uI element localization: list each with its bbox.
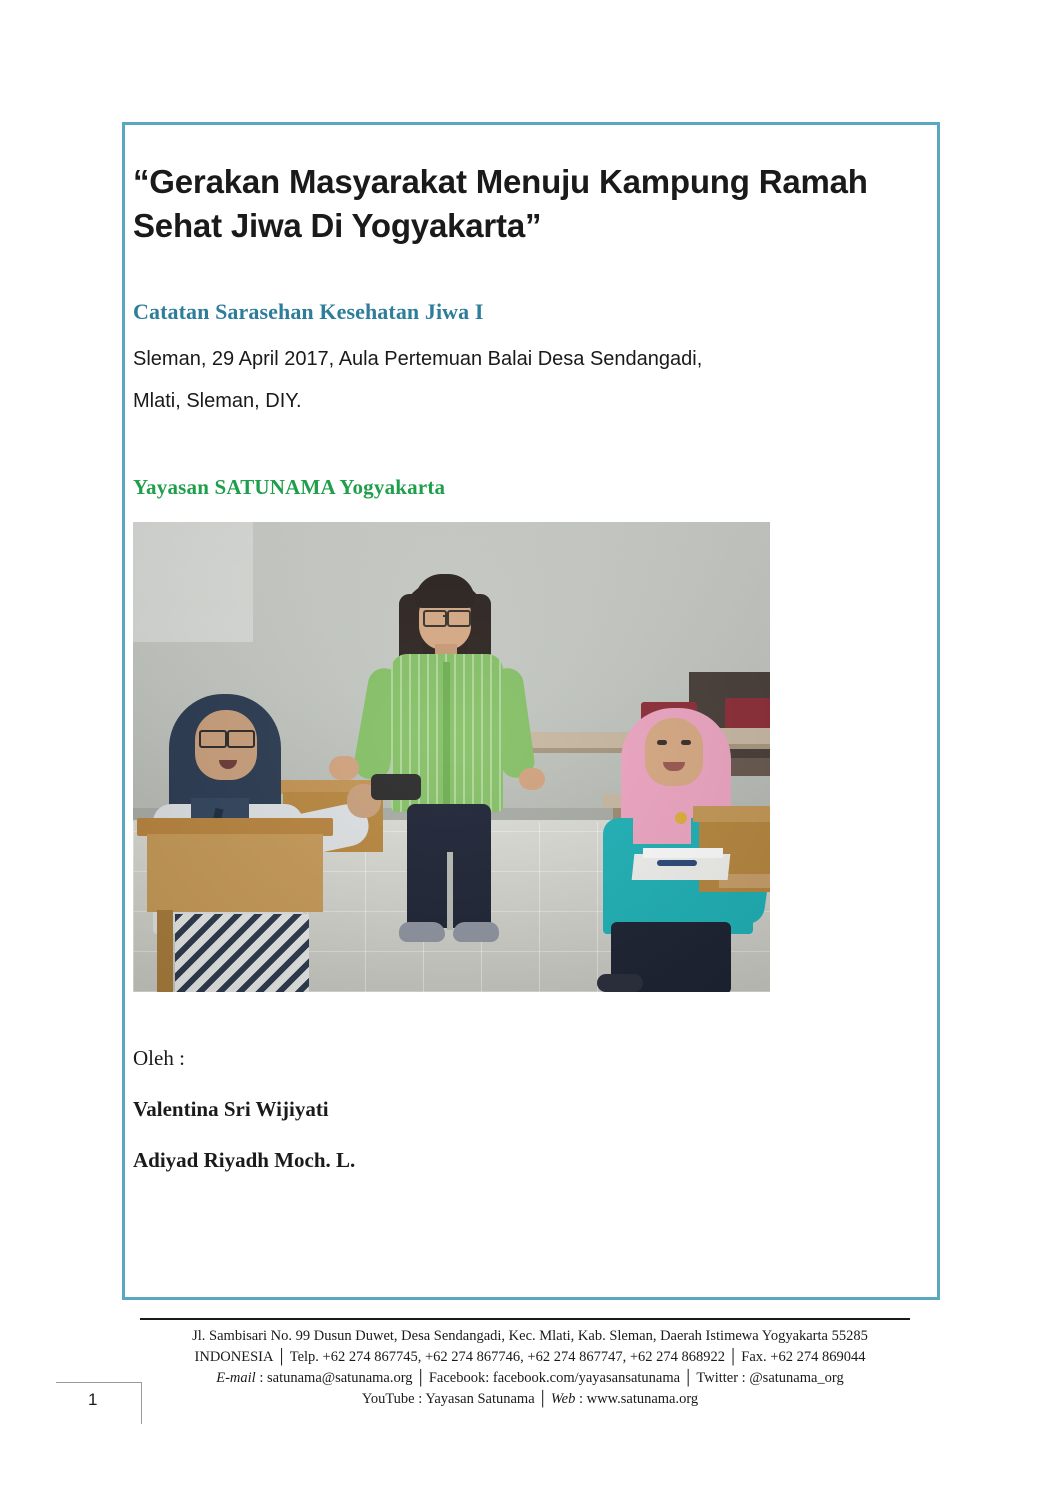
footer-separator-3: │ (415, 1370, 426, 1387)
footer-youtube: YouTube : Yayasan Satunama (361, 1391, 535, 1408)
footer-media-row (100, 1389, 960, 1410)
footer-country: INDONESIA (194, 1349, 274, 1366)
footer-separator-4: │ (683, 1370, 694, 1387)
author-label: Oleh : (133, 1046, 185, 1071)
footer-email-label: E-mail (216, 1370, 256, 1387)
footer-address: Jl. Sambisari No. 99 Dusun Duwet, Desa Sendangadi, Kec. Mlati, Kab. Sleman, Daerah Istimewa Yogyakarta 55285 (192, 1328, 868, 1344)
footer-twitter: Twitter : @satunama_org (696, 1370, 844, 1387)
author-name-1: Valentina Sri Wijiyati (133, 1097, 329, 1122)
footer-separator-1: │ (276, 1349, 287, 1366)
page-number-box (56, 1382, 142, 1424)
document-content (133, 160, 923, 1173)
footer-separator-2: │ (728, 1349, 739, 1366)
footer-facebook: Facebook: facebook.com/yayasansatunama (428, 1370, 681, 1387)
organization-name: Yayasan SATUNAMA Yogyakarta (133, 475, 446, 500)
footer-web: : www.satunama.org (578, 1391, 699, 1408)
page-footer (100, 1326, 960, 1410)
photo-vignette (133, 522, 770, 992)
footer-separator-5: │ (537, 1391, 548, 1408)
footer-email: : satunama@satunama.org (259, 1370, 413, 1387)
footer-address-row (100, 1326, 960, 1347)
document-subtitle: Catatan Sarasehan Kesehatan Jiwa I (133, 299, 484, 325)
event-location-line-2: Mlati, Sleman, DIY. (133, 390, 302, 413)
footer-divider (140, 1318, 910, 1320)
footer-phone: Telp. +62 274 867745, +62 274 867746, +62 274 867747, +62 274 868922 (289, 1349, 726, 1366)
page-number: 1 (88, 1390, 98, 1409)
author-name-2: Adiyad Riyadh Moch. L. (133, 1148, 356, 1173)
event-location-line-1: Sleman, 29 April 2017, Aula Pertemuan Balai Desa Sendangadi, (133, 348, 703, 371)
footer-contact-row (100, 1347, 960, 1368)
photo-scene (133, 522, 770, 992)
footer-web-label: Web (550, 1391, 576, 1408)
cover-photo (133, 522, 770, 992)
footer-social-row (100, 1368, 960, 1389)
footer-fax: Fax. +62 274 869044 (741, 1349, 866, 1366)
page-title: “Gerakan Masyarakat Menuju Kampung Ramah Sehat Jiwa Di Yogyakarta” (133, 163, 868, 244)
